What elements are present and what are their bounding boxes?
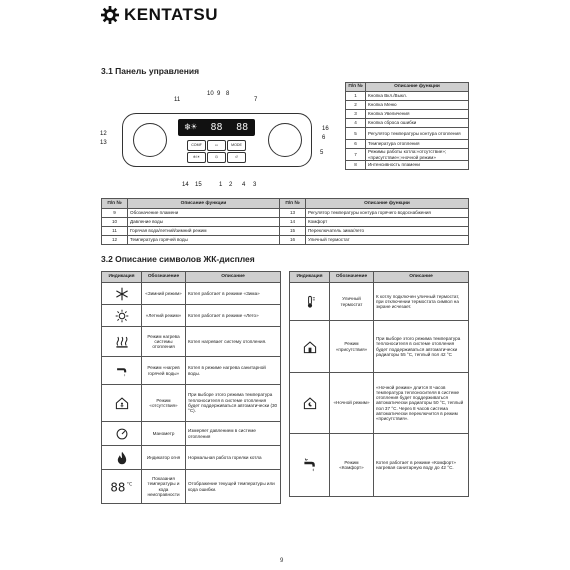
symbol-name: Показания температуры и кода неисправности: [142, 470, 186, 504]
table-row: [102, 218, 469, 227]
section-title-lcd: 3.2 Описание символов ЖК-дисплея: [101, 254, 255, 264]
row-description: Температура горячей воды: [128, 236, 280, 245]
table-row: [290, 283, 469, 321]
table-row: [346, 149, 469, 161]
hot-water-knob: [133, 123, 167, 157]
col-header: Описание функции: [366, 83, 469, 92]
indicator-cell: [102, 470, 142, 504]
table-row: [290, 434, 469, 497]
lcd-symbols-table-left: [101, 271, 281, 504]
sun-icon: [104, 309, 139, 323]
radiator-icon: [104, 335, 139, 349]
table-row: [102, 236, 469, 245]
symbol-description: Котел нагревает систему отопления.: [186, 327, 281, 357]
row-number: 13: [280, 209, 306, 218]
indicator-cell: [290, 434, 330, 497]
symbol-description: Измеряет давлением в системе отопления: [186, 422, 281, 446]
summer-winter-button: ❄/☀: [187, 152, 206, 163]
table-row: [346, 110, 469, 119]
indicator-cell: [102, 283, 142, 305]
table-row: [102, 470, 281, 504]
mode-button: MODE: [227, 140, 246, 151]
row-number: 7: [346, 149, 366, 161]
row-description: Уличный термостат: [306, 236, 469, 245]
row-description: Кнопка сброса ошибки: [366, 119, 469, 128]
symbol-name: «Ночной режим»: [330, 373, 374, 434]
snowflake-icon: [104, 287, 139, 301]
symbol-description: Котел работает в режиме «Зима»: [186, 283, 281, 305]
callout-10: 10: [207, 91, 214, 97]
callout-16: 16: [322, 126, 329, 132]
row-number: 1: [346, 92, 366, 101]
power-button: ⏻: [207, 152, 226, 163]
symbol-description: Котел работает в режиме «Лето»: [186, 305, 281, 327]
symbol-name: Режим «присутствия»: [330, 321, 374, 373]
svg-text:88: 88: [109, 479, 125, 494]
callout-11: 11: [174, 97, 181, 103]
control-panel-diagram: [122, 113, 312, 167]
table-row: [102, 422, 281, 446]
callout-13: 13: [100, 140, 107, 146]
thermostat-icon: [292, 295, 327, 309]
lcd-symbols-table-right: [289, 271, 469, 497]
row-description: Обозначение пламени: [128, 209, 280, 218]
heating-knob: [268, 123, 302, 157]
indicator-cell: [102, 422, 142, 446]
col-header: Обозначение: [330, 272, 374, 283]
section-title-panel: 3.1 Панель управления: [101, 66, 200, 76]
comfort-icon: [292, 457, 327, 473]
away-house-icon: [104, 396, 139, 410]
symbol-name: Режим нагрева системы отопления: [142, 327, 186, 357]
row-number: 9: [102, 209, 128, 218]
indicator-cell: [102, 305, 142, 327]
callout-7: 7: [254, 97, 258, 103]
menu-button: ▭: [207, 140, 226, 151]
row-description: Режимы работы котла:«отсутствие»; «присутствие»;«ночной режим»: [366, 149, 469, 161]
row-number: 11: [102, 227, 128, 236]
table-row: [102, 209, 469, 218]
row-description: Регулятор температуры контура отопления: [366, 128, 469, 140]
callout-2: 2: [229, 182, 233, 188]
symbol-name: «Зимний режим»: [142, 283, 186, 305]
row-number: 15: [280, 227, 306, 236]
symbol-name: Манометр: [142, 422, 186, 446]
callout-4: 4: [242, 182, 246, 188]
col-header: Описание функции: [306, 199, 469, 209]
symbol-description: К котлу подключен уличный термостат, при отключении термостата символ на экране исчезает.: [374, 283, 469, 321]
callout-14: 14: [182, 182, 189, 188]
table-row: [346, 128, 469, 140]
row-number: 8: [346, 161, 366, 170]
row-number: 6: [346, 140, 366, 149]
callout-8: 8: [226, 91, 230, 97]
row-description: Давление воды: [128, 218, 280, 227]
brand-logo: [101, 4, 218, 26]
row-number: 10: [102, 218, 128, 227]
table-row: [346, 92, 469, 101]
indicator-cell: [290, 373, 330, 434]
panel-functions-table-b: [101, 198, 469, 245]
col-header: Индикация: [102, 272, 142, 283]
callout-3: 3: [253, 182, 257, 188]
row-description: Кнопка Увеличения: [366, 110, 469, 119]
symbol-name: «Летний режим»: [142, 305, 186, 327]
page-number: 9: [280, 558, 284, 564]
table-row: [102, 283, 281, 305]
faucet-icon: [104, 364, 139, 378]
symbol-description: При выборе этого режима температура теплоносителя в системе отопления будет поддерживаться автоматически радиаторы 55 °С, теплый пол 42 °С: [374, 321, 469, 373]
flame-icon: [104, 451, 139, 465]
digits-icon: [104, 480, 139, 494]
symbol-description: «Ночной режим» длится 8 часов температура теплоносителя в системе отопления будет поддерживаться автоматически радиаторы 50 °С, теплый пол 37 °С. Через 8 часов система автоматически переключится в режим «присутствия».: [374, 373, 469, 434]
table-row: [346, 161, 469, 170]
table-row: [346, 101, 469, 110]
symbol-description: Котел в режиме нагрева санитарной воды.: [186, 357, 281, 385]
table-row: [102, 357, 281, 385]
row-number: 14: [280, 218, 306, 227]
row-number: 4: [346, 119, 366, 128]
brand-name: KENTATSU: [124, 5, 219, 24]
table-row: [102, 446, 281, 470]
symbol-name: Индикатор огня: [142, 446, 186, 470]
indicator-cell: [102, 446, 142, 470]
col-header: Обозначение: [142, 272, 186, 283]
row-description: Температура отопления: [366, 140, 469, 149]
col-header: П/п №: [346, 83, 366, 92]
reset-button: ↺: [227, 152, 246, 163]
manometer-icon: [104, 427, 139, 441]
symbol-name: Уличный термостат: [330, 283, 374, 321]
callout-6: 6: [322, 135, 326, 141]
row-number: 5: [346, 128, 366, 140]
table-row: [102, 385, 281, 422]
symbol-description: Котел работает в режиме «Комфорт» нагревая санитарную воду до 42 °С.: [374, 434, 469, 497]
table-row: [290, 373, 469, 434]
table-row: [102, 227, 469, 236]
symbol-name: Режим «нагрев горячей воды»: [142, 357, 186, 385]
indicator-cell: [290, 321, 330, 373]
col-header: Описание: [374, 272, 469, 283]
gear-logo-icon: [101, 6, 119, 24]
row-number: 3: [346, 110, 366, 119]
symbol-description: Нормальная работа горелки котла: [186, 446, 281, 470]
indicator-cell: [102, 327, 142, 357]
indicator-cell: [102, 357, 142, 385]
indicator-cell: [102, 385, 142, 422]
row-description: Кнопка Вкл./Выкл.: [366, 92, 469, 101]
row-description: Комфорт: [306, 218, 469, 227]
symbol-description: При выборе этого режима температура теплоносителя в системе отопления будет поддерживаться автоматически (30 °С).: [186, 385, 281, 422]
table-row: [102, 327, 281, 357]
row-description: Кнопка Меню: [366, 101, 469, 110]
col-header: П/п №: [102, 199, 128, 209]
home-icon: [292, 340, 327, 354]
row-number: 12: [102, 236, 128, 245]
svg-text:°C: °C: [126, 481, 132, 487]
symbol-name: Режим «Комфорт»: [330, 434, 374, 497]
callout-12: 12: [100, 131, 107, 137]
symbol-description: Отображение текущей температуры или кода ошибки.: [186, 470, 281, 504]
indicator-cell: [290, 283, 330, 321]
comf-button: COMF: [187, 140, 206, 151]
row-description: Регулятор температуры контура горячего водоснабжения: [306, 209, 469, 218]
row-description: Интенсивность пламени: [366, 161, 469, 170]
col-header: Индикация: [290, 272, 330, 283]
callout-9: 9: [217, 91, 221, 97]
table-row: [346, 140, 469, 149]
col-header: Описание функции: [128, 199, 280, 209]
table-row: [346, 119, 469, 128]
row-number: 2: [346, 101, 366, 110]
night-house-icon: [292, 396, 327, 410]
callout-5: 5: [320, 150, 324, 156]
row-description: Горячая вода/летний/зимний режим: [128, 227, 280, 236]
row-number: 16: [280, 236, 306, 245]
panel-functions-table-a: [345, 82, 469, 170]
lcd-display: ❄☀ 88 88: [178, 119, 255, 136]
symbol-name: Режим «отсутствия»: [142, 385, 186, 422]
col-header: П/п №: [280, 199, 306, 209]
col-header: Описание: [186, 272, 281, 283]
table-row: [102, 305, 281, 327]
table-row: [290, 321, 469, 373]
callout-1: 1: [219, 182, 223, 188]
callout-15: 15: [195, 182, 202, 188]
row-description: Переключатель зима/лето: [306, 227, 469, 236]
